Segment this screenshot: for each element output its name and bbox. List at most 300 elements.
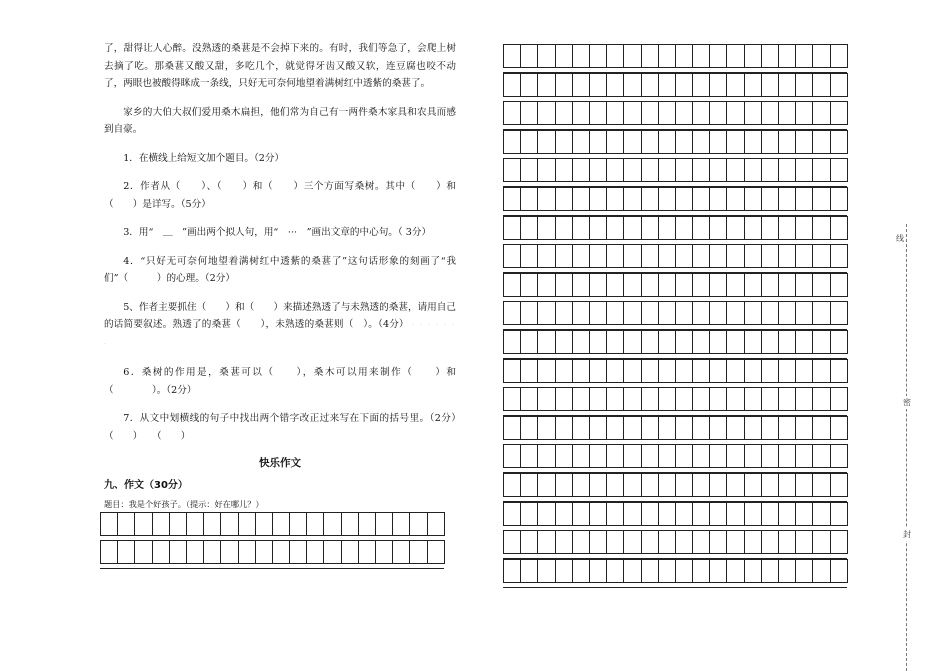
grid-cell [659,45,676,67]
grid-cell [831,45,848,67]
grid-cell [556,188,573,210]
grid-row [503,273,848,297]
grid-cell [538,531,555,553]
grid-cell [676,331,693,353]
grid-cell [779,503,796,525]
grid-cell [710,445,727,467]
grid-cell [676,159,693,181]
grid-cell [762,188,779,210]
grid-cell [590,245,607,267]
passage-paragraph-2: 家乡的大伯大叔们爱用桑木扁担，他们常为自己有一两件桑木家具和农具而感到自豪。 [104,106,456,135]
grid-cell [573,159,590,181]
grid-row [503,301,848,325]
grid-cell [659,188,676,210]
question-1: 1．在横线上给短文加个题目。（2分） [123,152,285,164]
grid-cell [693,531,710,553]
grid-cell [538,331,555,353]
grid-row [503,387,848,411]
grid-cell [693,445,710,467]
grid-cell [659,302,676,324]
grid-cell [590,560,607,582]
grid-cell [831,331,848,353]
grid-cell [607,131,624,153]
grid-cell [590,274,607,296]
grid-cell [504,188,521,210]
grid-cell [813,417,830,439]
grid-cell [324,541,341,563]
grid-cell [624,45,641,67]
grid-cell [624,274,641,296]
grid-cell [779,217,796,239]
grid-cell [762,131,779,153]
grid-cell [727,188,744,210]
grid-cell [521,445,538,467]
grid-cell [710,474,727,496]
grid-cell [796,131,813,153]
grid-cell [796,560,813,582]
grid-cell [538,131,555,153]
grid-cell [813,503,830,525]
grid-cell [710,274,727,296]
grid-cell [590,388,607,410]
grid-cell [590,217,607,239]
grid-cell [521,302,538,324]
grid-cell [813,159,830,181]
grid-cell [573,188,590,210]
grid-cell [779,474,796,496]
grid-cell [796,474,813,496]
grid-cell [428,541,445,563]
question-6: 6．桑树的作用是，桑葚可以（ ），桑木可以用来制作（ ）和（ ）。（2分） [104,367,456,396]
grid-cell [727,102,744,124]
grid-cell [762,445,779,467]
grid-cell [676,188,693,210]
grid-cell [710,503,727,525]
grid-cell [831,445,848,467]
grid-cell [745,474,762,496]
grid-cell [762,417,779,439]
grid-cell [573,74,590,96]
grid-cell [779,417,796,439]
grid-cell [642,331,659,353]
grid-cell [538,360,555,382]
grid-row [503,158,848,182]
grid-cell [590,445,607,467]
grid-cell [607,503,624,525]
grid-cell [676,74,693,96]
grid-cell [762,388,779,410]
grid-cell [727,274,744,296]
grid-cell [170,513,187,535]
grid-cell [504,417,521,439]
grid-cell [693,102,710,124]
grid-cell [831,560,848,582]
grid-cell [642,188,659,210]
grid-cell [693,74,710,96]
grid-cell [813,560,830,582]
grid-cell [504,217,521,239]
grid-cell [676,302,693,324]
grid-cell [538,188,555,210]
grid-cell [796,388,813,410]
grid-cell [521,102,538,124]
grid-cell [693,245,710,267]
grid-cell [796,74,813,96]
grid-cell [796,188,813,210]
grid-cell [101,541,118,563]
grid-cell [573,417,590,439]
grid-cell [170,541,187,563]
grid-cell [831,417,848,439]
grid-cell [538,417,555,439]
grid-cell [745,217,762,239]
grid-cell [710,245,727,267]
grid-cell [153,513,170,535]
grid-cell [745,131,762,153]
grid-cell [590,302,607,324]
grid-cell [624,388,641,410]
grid-cell [521,388,538,410]
grid-cell [239,513,256,535]
grid-row-underline [503,587,847,588]
grid-cell [642,560,659,582]
grid-cell [796,159,813,181]
grid-cell [779,131,796,153]
grid-cell [745,331,762,353]
grid-row-underline [100,568,444,569]
grid-cell [556,245,573,267]
grid-cell [521,360,538,382]
grid-cell [745,503,762,525]
grid-cell [642,245,659,267]
grid-cell [624,331,641,353]
grid-cell [573,331,590,353]
grid-cell [710,302,727,324]
grid-cell [504,45,521,67]
grid-cell [538,245,555,267]
grid-cell [796,245,813,267]
grid-cell [779,102,796,124]
grid-cell [831,102,848,124]
grid-cell [762,503,779,525]
grid-cell [573,531,590,553]
grid-row [503,530,848,554]
grid-cell [556,74,573,96]
grid-cell [676,503,693,525]
grid-cell [693,503,710,525]
grid-cell [762,560,779,582]
grid-cell [813,302,830,324]
grid-cell [290,513,307,535]
grid-cell [745,417,762,439]
grid-cell [573,560,590,582]
grid-cell [521,417,538,439]
grid-cell [342,513,359,535]
grid-cell [659,245,676,267]
grid-cell [676,360,693,382]
grid-cell [779,302,796,324]
grid-cell [831,217,848,239]
grid-cell [590,102,607,124]
grid-cell [118,513,135,535]
grid-row [503,44,848,68]
grid-cell [324,513,341,535]
grid-cell [676,217,693,239]
grid-cell [659,503,676,525]
grid-row [503,359,848,383]
grid-cell [796,531,813,553]
grid-cell [607,360,624,382]
grid-cell [693,188,710,210]
grid-cell [676,274,693,296]
grid-cell [710,74,727,96]
grid-cell [590,131,607,153]
grid-cell [607,531,624,553]
grid-cell [796,503,813,525]
grid-cell [273,513,290,535]
grid-cell [796,331,813,353]
grid-row [503,502,848,526]
grid-cell [642,474,659,496]
grid-cell [118,541,135,563]
binding-char-seal-2: 封 [903,530,911,539]
grid-cell [727,445,744,467]
grid-cell [590,531,607,553]
grid-cell [504,302,521,324]
grid-cell [831,159,848,181]
grid-cell [831,188,848,210]
grid-cell [624,188,641,210]
grid-cell [796,274,813,296]
grid-cell [573,360,590,382]
grid-cell [624,445,641,467]
grid-cell [504,274,521,296]
grid-cell [796,417,813,439]
grid-cell [573,217,590,239]
grid-cell [607,245,624,267]
grid-cell [556,331,573,353]
grid-cell [624,360,641,382]
grid-cell [659,560,676,582]
grid-cell [676,474,693,496]
grid-cell [556,360,573,382]
grid-cell [727,74,744,96]
grid-cell [727,217,744,239]
grid-cell [538,102,555,124]
grid-cell [538,503,555,525]
grid-cell [521,474,538,496]
grid-row [100,540,445,564]
composition-heading: 九、作文（30分） [104,479,188,491]
grid-cell [813,74,830,96]
grid-cell [762,331,779,353]
grid-cell [538,274,555,296]
grid-cell [642,388,659,410]
grid-cell [676,417,693,439]
grid-cell [307,541,324,563]
grid-cell [504,445,521,467]
grid-cell [521,131,538,153]
grid-cell [727,560,744,582]
grid-cell [813,445,830,467]
grid-cell [624,531,641,553]
question-5-text: 5、作者主要抓住（ ）和（ ）来描述熟透了与未熟透的桑葚，请用自己的话简要叙述。熟透了的桑葚（ ），未熟透的桑葚则（ ）。（4分） [104,301,456,330]
composition-prompt: 题目：我是个好孩子。（提示：好在哪儿？） [104,499,264,509]
grid-cell [710,45,727,67]
grid-cell [813,474,830,496]
binding-char-seal-1: 密 [903,398,911,407]
grid-cell [359,513,376,535]
grid-cell [676,102,693,124]
grid-cell [521,159,538,181]
grid-cell [659,331,676,353]
grid-cell [573,445,590,467]
grid-cell [556,45,573,67]
grid-cell [796,217,813,239]
grid-cell [607,445,624,467]
grid-cell [762,474,779,496]
grid-cell [556,445,573,467]
grid-cell [693,474,710,496]
grid-cell [573,131,590,153]
grid-cell [624,217,641,239]
grid-row [503,244,848,268]
grid-cell [642,302,659,324]
grid-cell [831,531,848,553]
grid-cell [342,541,359,563]
grid-cell [590,503,607,525]
grid-cell [624,159,641,181]
grid-cell [710,159,727,181]
grid-cell [393,541,410,563]
grid-cell [590,331,607,353]
grid-cell [676,131,693,153]
grid-cell [676,245,693,267]
question-4: 4．“只好无可奈何地望着满树红中透紫的桑葚了”这句话形象的刻画了“我们”（ ）的心理。（2分） [104,255,456,284]
grid-cell [779,45,796,67]
grid-cell [659,360,676,382]
grid-cell [693,302,710,324]
grid-cell [538,445,555,467]
grid-cell [307,513,324,535]
grid-cell [204,513,221,535]
grid-cell [624,302,641,324]
question-7: 7．从文中划横线的句子中找出两个错字改正过来写在下面的括号里。（2分） （ ） （ ） [104,413,466,442]
grid-cell [590,74,607,96]
grid-cell [521,331,538,353]
grid-cell [796,45,813,67]
grid-cell [556,560,573,582]
grid-cell [504,131,521,153]
grid-cell [573,302,590,324]
grid-cell [813,274,830,296]
grid-cell [745,360,762,382]
question-5 [104,299,456,354]
grid-cell [135,513,152,535]
grid-cell [376,513,393,535]
grid-cell [607,302,624,324]
grid-cell [538,474,555,496]
grid-cell [779,245,796,267]
grid-cell [101,513,118,535]
grid-cell [556,302,573,324]
grid-cell [659,531,676,553]
grid-cell [504,560,521,582]
grid-row [503,101,848,125]
grid-cell [762,45,779,67]
grid-cell [642,102,659,124]
grid-cell [504,245,521,267]
grid-cell [607,474,624,496]
grid-cell [187,541,204,563]
grid-cell [710,360,727,382]
grid-cell [831,474,848,496]
grid-cell [556,274,573,296]
grid-cell [710,131,727,153]
grid-cell [727,360,744,382]
grid-cell [624,503,641,525]
grid-cell [187,513,204,535]
grid-cell [693,331,710,353]
grid-cell [573,45,590,67]
grid-cell [676,45,693,67]
grid-cell [710,531,727,553]
grid-cell [239,541,256,563]
grid-cell [659,274,676,296]
grid-cell [813,360,830,382]
grid-cell [727,531,744,553]
grid-cell [538,45,555,67]
grid-cell [556,388,573,410]
grid-cell [779,445,796,467]
grid-cell [642,45,659,67]
grid-cell [221,541,238,563]
grid-cell [556,131,573,153]
grid-cell [504,531,521,553]
grid-cell [607,217,624,239]
grid-cell [504,102,521,124]
grid-cell [590,188,607,210]
grid-row [503,73,848,97]
grid-cell [659,474,676,496]
grid-cell [607,274,624,296]
grid-cell [745,560,762,582]
grid-row [503,187,848,211]
grid-cell [676,445,693,467]
grid-cell [779,188,796,210]
grid-cell [607,388,624,410]
grid-cell [556,503,573,525]
grid-cell [659,388,676,410]
grid-cell [590,474,607,496]
grid-cell [831,74,848,96]
grid-cell [762,274,779,296]
grid-cell [796,445,813,467]
grid-cell [521,74,538,96]
grid-cell [710,102,727,124]
grid-cell [831,245,848,267]
grid-cell [676,560,693,582]
grid-cell [813,217,830,239]
grid-cell [727,131,744,153]
grid-row [503,130,848,154]
grid-cell [745,74,762,96]
grid-cell [573,503,590,525]
grid-cell [359,541,376,563]
grid-cell [521,45,538,67]
grid-cell [745,45,762,67]
grid-cell [642,217,659,239]
